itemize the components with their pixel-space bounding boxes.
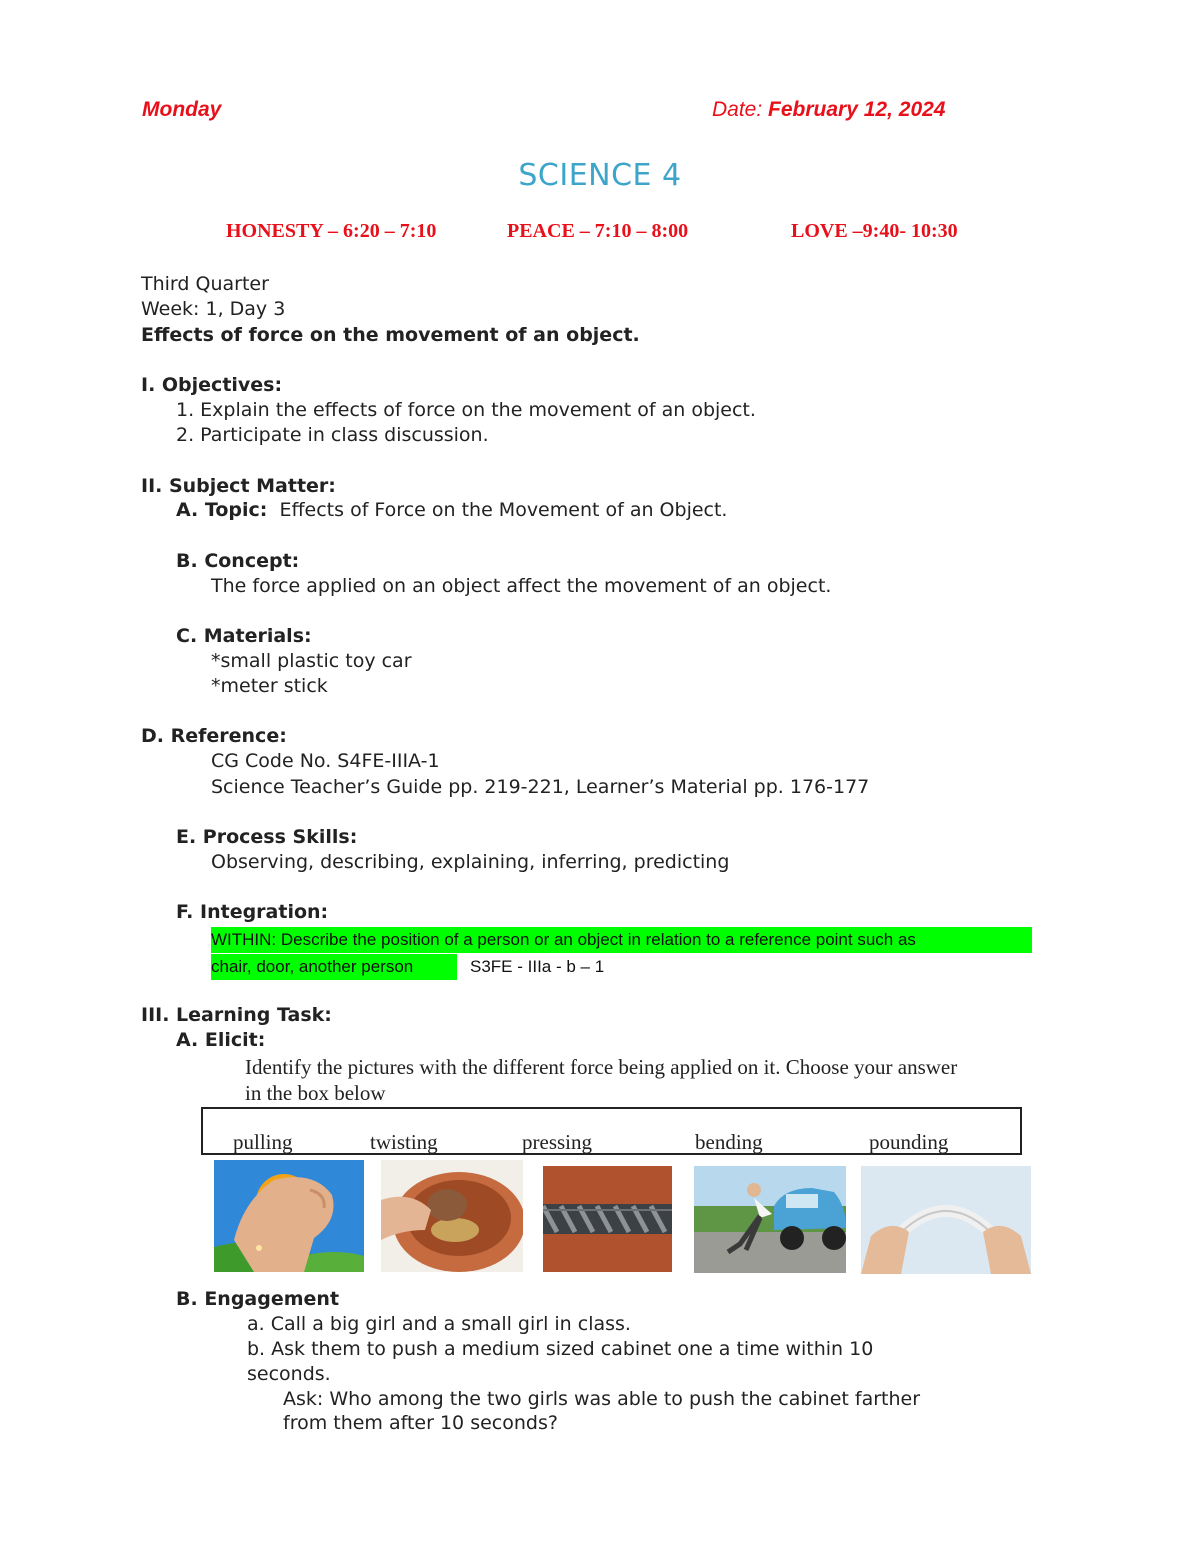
topic-value: Effects of Force on the Movement of an Object. [279, 499, 728, 521]
schedule-love: LOVE –9:40- 10:30 [791, 220, 958, 242]
learning-task-heading: III. Learning Task: [141, 1004, 332, 1026]
integration-line-2: chair, door, another person [211, 954, 457, 980]
picture-pushing-car [694, 1166, 846, 1273]
concept-label: B. Concept: [176, 550, 300, 572]
date-field [712, 98, 946, 122]
process-skills-value: Observing, describing, explaining, inferring, predicting [211, 851, 730, 873]
choice-bending: bending [695, 1130, 763, 1154]
quarter-text: Third Quarter [141, 273, 269, 295]
reference-label: D. Reference: [141, 725, 287, 747]
ask-question-2: from them after 10 seconds? [283, 1412, 558, 1434]
choice-pressing: pressing [522, 1130, 592, 1154]
subject-matter-heading: II. Subject Matter: [141, 475, 336, 497]
engagement-label: B. Engagement [176, 1288, 340, 1310]
integration-line-1: WITHIN: Describe the position of a person or an object in relation to a reference point such as [211, 927, 1032, 953]
reference-item: CG Code No. S4FE-IIIA-1 [211, 750, 440, 772]
reference-item: Science Teacher’s Guide pp. 219-221, Learner’s Material pp. 176-177 [211, 776, 870, 798]
material-item: *small plastic toy car [211, 650, 412, 672]
objectives-heading: I. Objectives: [141, 374, 283, 396]
integration-label: F. Integration: [176, 901, 329, 923]
elicit-instruction-1: Identify the pictures with the different force being applied on it. Choose your answer [245, 1055, 958, 1079]
objective-item: 1. Explain the effects of force on the movement of an object. [176, 399, 756, 421]
schedule-peace: PEACE – 7:10 – 8:00 [507, 220, 689, 242]
ask-question-1: Ask: Who among the two girls was able to push the cabinet farther [283, 1388, 921, 1410]
picture-mortar-pestle [381, 1160, 523, 1272]
picture-squeezing-orange [214, 1160, 364, 1272]
integration-code: S3FE - IIIa - b – 1 [470, 957, 605, 976]
picture-bending-tube [861, 1166, 1031, 1274]
picture-twisted-metal [543, 1166, 672, 1272]
day-label: Monday [142, 98, 222, 121]
choice-twisting: twisting [370, 1130, 438, 1154]
elicit-instruction-2: in the box below [245, 1081, 386, 1105]
topic-label: A. Topic: [176, 499, 268, 521]
choice-pounding: pounding [869, 1130, 949, 1154]
engagement-step-b-cont: seconds. [247, 1363, 331, 1385]
objective-item: 2. Participate in class discussion. [176, 424, 489, 446]
lesson-title: Effects of force on the movement of an object. [141, 324, 640, 346]
date-value: February 12, 2024 [768, 98, 946, 121]
week-text: Week: 1, Day 3 [141, 298, 286, 320]
material-item: *meter stick [211, 675, 328, 697]
choice-pulling: pulling [233, 1130, 293, 1154]
engagement-step-b: b. Ask them to push a medium sized cabinet one a time within 10 [247, 1338, 874, 1360]
engagement-step-a: a. Call a big girl and a small girl in class. [247, 1313, 631, 1335]
concept-value: The force applied on an object affect the movement of an object. [211, 575, 832, 597]
schedule-honesty: HONESTY – 6:20 – 7:10 [226, 220, 437, 242]
elicit-label: A. Elicit: [176, 1029, 266, 1051]
materials-label: C. Materials: [176, 625, 312, 647]
page-title: SCIENCE 4 [518, 158, 682, 193]
date-label: Date: [712, 98, 763, 121]
process-skills-label: E. Process Skills: [176, 826, 358, 848]
topic-line [176, 498, 727, 523]
